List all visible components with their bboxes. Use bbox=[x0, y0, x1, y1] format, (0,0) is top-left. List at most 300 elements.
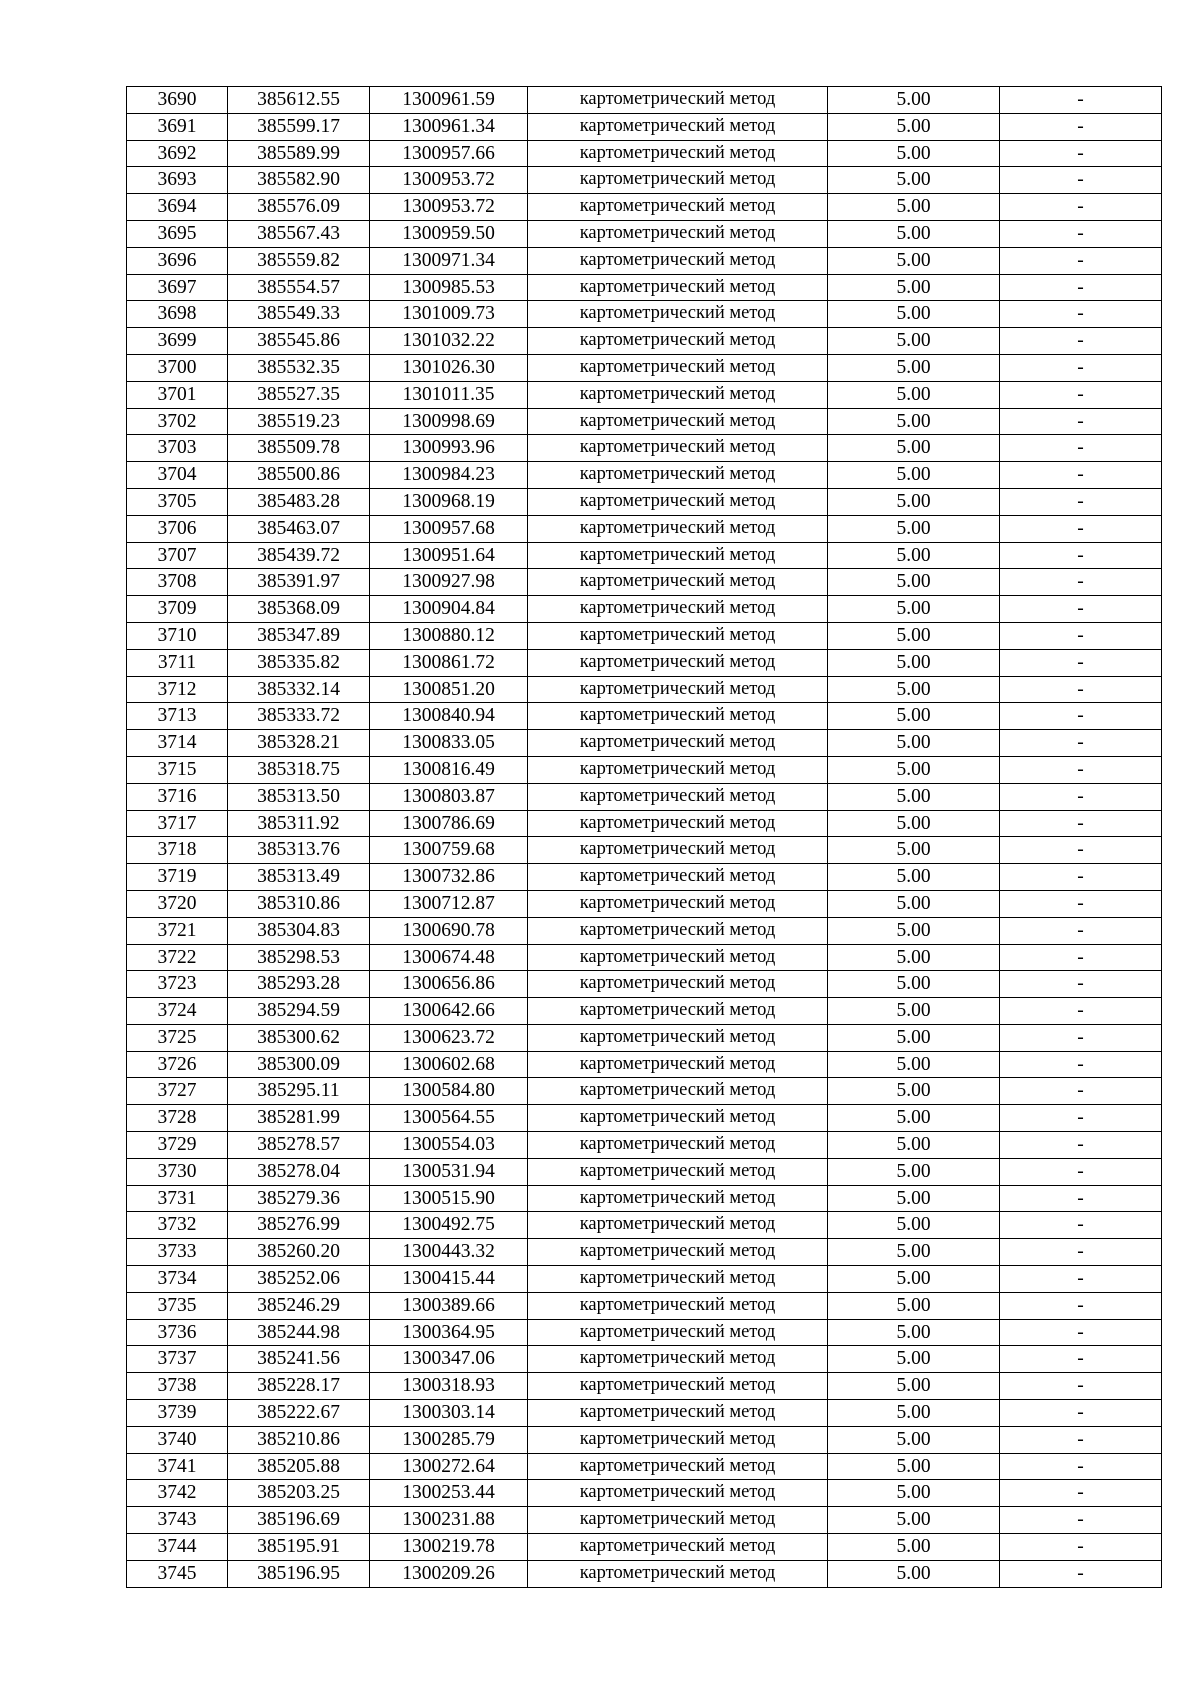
accuracy-cell: 5.00 bbox=[828, 1319, 1000, 1346]
method-cell: картометрический метод bbox=[528, 1346, 828, 1373]
point-number-cell: 3745 bbox=[127, 1560, 228, 1587]
accuracy-cell: 5.00 bbox=[828, 730, 1000, 757]
accuracy-cell: 5.00 bbox=[828, 569, 1000, 596]
x-coordinate-cell: 385313.50 bbox=[228, 783, 370, 810]
y-coordinate-cell: 1300732.86 bbox=[370, 864, 528, 891]
method-cell: картометрический метод bbox=[528, 1266, 828, 1293]
point-number-cell: 3705 bbox=[127, 488, 228, 515]
point-number-cell: 3698 bbox=[127, 301, 228, 328]
x-coordinate-cell: 385246.29 bbox=[228, 1292, 370, 1319]
point-number-cell: 3697 bbox=[127, 274, 228, 301]
accuracy-cell: 5.00 bbox=[828, 462, 1000, 489]
x-coordinate-cell: 385463.07 bbox=[228, 515, 370, 542]
accuracy-cell: 5.00 bbox=[828, 274, 1000, 301]
x-coordinate-cell: 385509.78 bbox=[228, 435, 370, 462]
table-row bbox=[127, 301, 1162, 328]
method-cell: картометрический метод bbox=[528, 247, 828, 274]
description-cell: - bbox=[1000, 328, 1162, 355]
y-coordinate-cell: 1300642.66 bbox=[370, 998, 528, 1025]
table-row bbox=[127, 1560, 1162, 1587]
description-cell: - bbox=[1000, 569, 1162, 596]
point-number-cell: 3708 bbox=[127, 569, 228, 596]
accuracy-cell: 5.00 bbox=[828, 1024, 1000, 1051]
accuracy-cell: 5.00 bbox=[828, 1373, 1000, 1400]
method-cell: картометрический метод bbox=[528, 622, 828, 649]
accuracy-cell: 5.00 bbox=[828, 408, 1000, 435]
description-cell: - bbox=[1000, 730, 1162, 757]
accuracy-cell: 5.00 bbox=[828, 1400, 1000, 1427]
accuracy-cell: 5.00 bbox=[828, 1266, 1000, 1293]
method-cell: картометрический метод bbox=[528, 1560, 828, 1587]
accuracy-cell: 5.00 bbox=[828, 649, 1000, 676]
y-coordinate-cell: 1300998.69 bbox=[370, 408, 528, 435]
description-cell: - bbox=[1000, 596, 1162, 623]
x-coordinate-cell: 385483.28 bbox=[228, 488, 370, 515]
table-row bbox=[127, 354, 1162, 381]
x-coordinate-cell: 385612.55 bbox=[228, 87, 370, 114]
method-cell: картометрический метод bbox=[528, 569, 828, 596]
x-coordinate-cell: 385298.53 bbox=[228, 944, 370, 971]
table-row bbox=[127, 864, 1162, 891]
method-cell: картометрический метод bbox=[528, 1051, 828, 1078]
x-coordinate-cell: 385281.99 bbox=[228, 1105, 370, 1132]
table-row bbox=[127, 1132, 1162, 1159]
table-row bbox=[127, 1534, 1162, 1561]
y-coordinate-cell: 1300231.88 bbox=[370, 1507, 528, 1534]
accuracy-cell: 5.00 bbox=[828, 703, 1000, 730]
method-cell: картометрический метод bbox=[528, 435, 828, 462]
point-number-cell: 3729 bbox=[127, 1132, 228, 1159]
description-cell: - bbox=[1000, 944, 1162, 971]
x-coordinate-cell: 385347.89 bbox=[228, 622, 370, 649]
method-cell: картометрический метод bbox=[528, 649, 828, 676]
description-cell: - bbox=[1000, 917, 1162, 944]
description-cell: - bbox=[1000, 1560, 1162, 1587]
y-coordinate-cell: 1300816.49 bbox=[370, 756, 528, 783]
description-cell: - bbox=[1000, 1507, 1162, 1534]
description-cell: - bbox=[1000, 703, 1162, 730]
point-number-cell: 3693 bbox=[127, 167, 228, 194]
description-cell: - bbox=[1000, 783, 1162, 810]
point-number-cell: 3737 bbox=[127, 1346, 228, 1373]
table-row bbox=[127, 1185, 1162, 1212]
y-coordinate-cell: 1300492.75 bbox=[370, 1212, 528, 1239]
description-cell: - bbox=[1000, 435, 1162, 462]
table-row bbox=[127, 1158, 1162, 1185]
accuracy-cell: 5.00 bbox=[828, 515, 1000, 542]
method-cell: картометрический метод bbox=[528, 1373, 828, 1400]
method-cell: картометрический метод bbox=[528, 783, 828, 810]
y-coordinate-cell: 1300564.55 bbox=[370, 1105, 528, 1132]
x-coordinate-cell: 385559.82 bbox=[228, 247, 370, 274]
y-coordinate-cell: 1300443.32 bbox=[370, 1239, 528, 1266]
x-coordinate-cell: 385311.92 bbox=[228, 810, 370, 837]
accuracy-cell: 5.00 bbox=[828, 542, 1000, 569]
accuracy-cell: 5.00 bbox=[828, 1185, 1000, 1212]
table-row bbox=[127, 1239, 1162, 1266]
point-number-cell: 3731 bbox=[127, 1185, 228, 1212]
x-coordinate-cell: 385228.17 bbox=[228, 1373, 370, 1400]
description-cell: - bbox=[1000, 542, 1162, 569]
method-cell: картометрический метод bbox=[528, 515, 828, 542]
description-cell: - bbox=[1000, 1024, 1162, 1051]
table-row bbox=[127, 274, 1162, 301]
x-coordinate-cell: 385332.14 bbox=[228, 676, 370, 703]
description-cell: - bbox=[1000, 1105, 1162, 1132]
x-coordinate-cell: 385582.90 bbox=[228, 167, 370, 194]
accuracy-cell: 5.00 bbox=[828, 622, 1000, 649]
method-cell: картометрический метод bbox=[528, 220, 828, 247]
point-number-cell: 3716 bbox=[127, 783, 228, 810]
accuracy-cell: 5.00 bbox=[828, 247, 1000, 274]
y-coordinate-cell: 1300712.87 bbox=[370, 890, 528, 917]
description-cell: - bbox=[1000, 220, 1162, 247]
point-number-cell: 3732 bbox=[127, 1212, 228, 1239]
y-coordinate-cell: 1300209.26 bbox=[370, 1560, 528, 1587]
table-row bbox=[127, 756, 1162, 783]
table-row bbox=[127, 1373, 1162, 1400]
y-coordinate-cell: 1300272.64 bbox=[370, 1453, 528, 1480]
table-row bbox=[127, 730, 1162, 757]
method-cell: картометрический метод bbox=[528, 596, 828, 623]
x-coordinate-cell: 385310.86 bbox=[228, 890, 370, 917]
method-cell: картометрический метод bbox=[528, 1507, 828, 1534]
y-coordinate-cell: 1300389.66 bbox=[370, 1292, 528, 1319]
description-cell: - bbox=[1000, 1292, 1162, 1319]
table-row bbox=[127, 1480, 1162, 1507]
method-cell: картометрический метод bbox=[528, 140, 828, 167]
y-coordinate-cell: 1300880.12 bbox=[370, 622, 528, 649]
x-coordinate-cell: 385304.83 bbox=[228, 917, 370, 944]
method-cell: картометрический метод bbox=[528, 1480, 828, 1507]
y-coordinate-cell: 1301032.22 bbox=[370, 328, 528, 355]
point-number-cell: 3713 bbox=[127, 703, 228, 730]
accuracy-cell: 5.00 bbox=[828, 944, 1000, 971]
y-coordinate-cell: 1300904.84 bbox=[370, 596, 528, 623]
table-row bbox=[127, 1266, 1162, 1293]
description-cell: - bbox=[1000, 167, 1162, 194]
description-cell: - bbox=[1000, 113, 1162, 140]
x-coordinate-cell: 385195.91 bbox=[228, 1534, 370, 1561]
x-coordinate-cell: 385279.36 bbox=[228, 1185, 370, 1212]
table-row bbox=[127, 1400, 1162, 1427]
table-row bbox=[127, 676, 1162, 703]
accuracy-cell: 5.00 bbox=[828, 1078, 1000, 1105]
method-cell: картометрический метод bbox=[528, 730, 828, 757]
x-coordinate-cell: 385295.11 bbox=[228, 1078, 370, 1105]
accuracy-cell: 5.00 bbox=[828, 676, 1000, 703]
accuracy-cell: 5.00 bbox=[828, 1507, 1000, 1534]
method-cell: картометрический метод bbox=[528, 756, 828, 783]
accuracy-cell: 5.00 bbox=[828, 301, 1000, 328]
y-coordinate-cell: 1300961.59 bbox=[370, 87, 528, 114]
point-number-cell: 3714 bbox=[127, 730, 228, 757]
x-coordinate-cell: 385300.62 bbox=[228, 1024, 370, 1051]
table-row bbox=[127, 381, 1162, 408]
y-coordinate-cell: 1300584.80 bbox=[370, 1078, 528, 1105]
point-number-cell: 3741 bbox=[127, 1453, 228, 1480]
point-number-cell: 3735 bbox=[127, 1292, 228, 1319]
table-row bbox=[127, 998, 1162, 1025]
description-cell: - bbox=[1000, 140, 1162, 167]
x-coordinate-cell: 385500.86 bbox=[228, 462, 370, 489]
y-coordinate-cell: 1300953.72 bbox=[370, 194, 528, 221]
y-coordinate-cell: 1300602.68 bbox=[370, 1051, 528, 1078]
method-cell: картометрический метод bbox=[528, 1319, 828, 1346]
y-coordinate-cell: 1300993.96 bbox=[370, 435, 528, 462]
accuracy-cell: 5.00 bbox=[828, 756, 1000, 783]
table-row bbox=[127, 890, 1162, 917]
x-coordinate-cell: 385313.49 bbox=[228, 864, 370, 891]
method-cell: картометрический метод bbox=[528, 167, 828, 194]
y-coordinate-cell: 1300690.78 bbox=[370, 917, 528, 944]
point-number-cell: 3695 bbox=[127, 220, 228, 247]
method-cell: картометрический метод bbox=[528, 1158, 828, 1185]
table-row bbox=[127, 1078, 1162, 1105]
method-cell: картометрический метод bbox=[528, 837, 828, 864]
point-number-cell: 3690 bbox=[127, 87, 228, 114]
y-coordinate-cell: 1300623.72 bbox=[370, 1024, 528, 1051]
y-coordinate-cell: 1300656.86 bbox=[370, 971, 528, 998]
accuracy-cell: 5.00 bbox=[828, 167, 1000, 194]
x-coordinate-cell: 385300.09 bbox=[228, 1051, 370, 1078]
y-coordinate-cell: 1300415.44 bbox=[370, 1266, 528, 1293]
table-row bbox=[127, 917, 1162, 944]
method-cell: картометрический метод bbox=[528, 1292, 828, 1319]
y-coordinate-cell: 1300985.53 bbox=[370, 274, 528, 301]
point-number-cell: 3711 bbox=[127, 649, 228, 676]
y-coordinate-cell: 1300971.34 bbox=[370, 247, 528, 274]
table-row bbox=[127, 194, 1162, 221]
method-cell: картометрический метод bbox=[528, 917, 828, 944]
method-cell: картометрический метод bbox=[528, 1400, 828, 1427]
accuracy-cell: 5.00 bbox=[828, 783, 1000, 810]
point-number-cell: 3726 bbox=[127, 1051, 228, 1078]
y-coordinate-cell: 1300554.03 bbox=[370, 1132, 528, 1159]
point-number-cell: 3736 bbox=[127, 1319, 228, 1346]
method-cell: картометрический метод bbox=[528, 381, 828, 408]
y-coordinate-cell: 1300786.69 bbox=[370, 810, 528, 837]
description-cell: - bbox=[1000, 301, 1162, 328]
table-row bbox=[127, 1051, 1162, 1078]
accuracy-cell: 5.00 bbox=[828, 87, 1000, 114]
y-coordinate-cell: 1300318.93 bbox=[370, 1373, 528, 1400]
accuracy-cell: 5.00 bbox=[828, 1051, 1000, 1078]
description-cell: - bbox=[1000, 488, 1162, 515]
point-number-cell: 3699 bbox=[127, 328, 228, 355]
x-coordinate-cell: 385293.28 bbox=[228, 971, 370, 998]
method-cell: картометрический метод bbox=[528, 676, 828, 703]
table-row bbox=[127, 515, 1162, 542]
table-row bbox=[127, 113, 1162, 140]
point-number-cell: 3712 bbox=[127, 676, 228, 703]
point-number-cell: 3728 bbox=[127, 1105, 228, 1132]
y-coordinate-cell: 1300531.94 bbox=[370, 1158, 528, 1185]
table-row bbox=[127, 596, 1162, 623]
accuracy-cell: 5.00 bbox=[828, 1480, 1000, 1507]
y-coordinate-cell: 1300959.50 bbox=[370, 220, 528, 247]
point-number-cell: 3740 bbox=[127, 1426, 228, 1453]
description-cell: - bbox=[1000, 1158, 1162, 1185]
table-row bbox=[127, 542, 1162, 569]
method-cell: картометрический метод bbox=[528, 1024, 828, 1051]
y-coordinate-cell: 1300803.87 bbox=[370, 783, 528, 810]
x-coordinate-cell: 385391.97 bbox=[228, 569, 370, 596]
y-coordinate-cell: 1300347.06 bbox=[370, 1346, 528, 1373]
method-cell: картометрический метод bbox=[528, 542, 828, 569]
accuracy-cell: 5.00 bbox=[828, 1426, 1000, 1453]
y-coordinate-cell: 1300927.98 bbox=[370, 569, 528, 596]
x-coordinate-cell: 385333.72 bbox=[228, 703, 370, 730]
method-cell: картометрический метод bbox=[528, 1132, 828, 1159]
point-number-cell: 3743 bbox=[127, 1507, 228, 1534]
x-coordinate-cell: 385554.57 bbox=[228, 274, 370, 301]
table-row bbox=[127, 971, 1162, 998]
description-cell: - bbox=[1000, 1480, 1162, 1507]
description-cell: - bbox=[1000, 1266, 1162, 1293]
point-number-cell: 3727 bbox=[127, 1078, 228, 1105]
method-cell: картометрический метод bbox=[528, 1453, 828, 1480]
point-number-cell: 3738 bbox=[127, 1373, 228, 1400]
description-cell: - bbox=[1000, 864, 1162, 891]
description-cell: - bbox=[1000, 87, 1162, 114]
description-cell: - bbox=[1000, 1212, 1162, 1239]
description-cell: - bbox=[1000, 1346, 1162, 1373]
method-cell: картометрический метод bbox=[528, 462, 828, 489]
table-row bbox=[127, 220, 1162, 247]
method-cell: картометрический метод bbox=[528, 87, 828, 114]
accuracy-cell: 5.00 bbox=[828, 140, 1000, 167]
y-coordinate-cell: 1301011.35 bbox=[370, 381, 528, 408]
table-row bbox=[127, 462, 1162, 489]
point-number-cell: 3725 bbox=[127, 1024, 228, 1051]
y-coordinate-cell: 1300364.95 bbox=[370, 1319, 528, 1346]
method-cell: картометрический метод bbox=[528, 703, 828, 730]
table-row bbox=[127, 1426, 1162, 1453]
x-coordinate-cell: 385278.57 bbox=[228, 1132, 370, 1159]
accuracy-cell: 5.00 bbox=[828, 354, 1000, 381]
description-cell: - bbox=[1000, 676, 1162, 703]
y-coordinate-cell: 1300219.78 bbox=[370, 1534, 528, 1561]
y-coordinate-cell: 1300253.44 bbox=[370, 1480, 528, 1507]
y-coordinate-cell: 1300515.90 bbox=[370, 1185, 528, 1212]
y-coordinate-cell: 1300968.19 bbox=[370, 488, 528, 515]
description-cell: - bbox=[1000, 1319, 1162, 1346]
accuracy-cell: 5.00 bbox=[828, 998, 1000, 1025]
description-cell: - bbox=[1000, 998, 1162, 1025]
description-cell: - bbox=[1000, 274, 1162, 301]
method-cell: картометрический метод bbox=[528, 354, 828, 381]
coordinates-table bbox=[126, 86, 1162, 1588]
y-coordinate-cell: 1300957.66 bbox=[370, 140, 528, 167]
method-cell: картометрический метод bbox=[528, 810, 828, 837]
y-coordinate-cell: 1300840.94 bbox=[370, 703, 528, 730]
point-number-cell: 3709 bbox=[127, 596, 228, 623]
coordinates-table-body bbox=[127, 87, 1162, 1588]
description-cell: - bbox=[1000, 649, 1162, 676]
table-row bbox=[127, 944, 1162, 971]
accuracy-cell: 5.00 bbox=[828, 810, 1000, 837]
x-coordinate-cell: 385368.09 bbox=[228, 596, 370, 623]
x-coordinate-cell: 385313.76 bbox=[228, 837, 370, 864]
x-coordinate-cell: 385222.67 bbox=[228, 1400, 370, 1427]
point-number-cell: 3739 bbox=[127, 1400, 228, 1427]
method-cell: картометрический метод bbox=[528, 488, 828, 515]
y-coordinate-cell: 1300984.23 bbox=[370, 462, 528, 489]
description-cell: - bbox=[1000, 756, 1162, 783]
accuracy-cell: 5.00 bbox=[828, 328, 1000, 355]
point-number-cell: 3704 bbox=[127, 462, 228, 489]
description-cell: - bbox=[1000, 462, 1162, 489]
point-number-cell: 3742 bbox=[127, 1480, 228, 1507]
description-cell: - bbox=[1000, 381, 1162, 408]
method-cell: картометрический метод bbox=[528, 1239, 828, 1266]
table-row bbox=[127, 1105, 1162, 1132]
table-row bbox=[127, 1212, 1162, 1239]
point-number-cell: 3702 bbox=[127, 408, 228, 435]
table-row bbox=[127, 703, 1162, 730]
method-cell: картометрический метод bbox=[528, 1426, 828, 1453]
accuracy-cell: 5.00 bbox=[828, 194, 1000, 221]
point-number-cell: 3717 bbox=[127, 810, 228, 837]
accuracy-cell: 5.00 bbox=[828, 917, 1000, 944]
y-coordinate-cell: 1300957.68 bbox=[370, 515, 528, 542]
table-row bbox=[127, 622, 1162, 649]
accuracy-cell: 5.00 bbox=[828, 864, 1000, 891]
description-cell: - bbox=[1000, 837, 1162, 864]
accuracy-cell: 5.00 bbox=[828, 1158, 1000, 1185]
x-coordinate-cell: 385549.33 bbox=[228, 301, 370, 328]
y-coordinate-cell: 1300285.79 bbox=[370, 1426, 528, 1453]
table-row bbox=[127, 837, 1162, 864]
point-number-cell: 3720 bbox=[127, 890, 228, 917]
y-coordinate-cell: 1300961.34 bbox=[370, 113, 528, 140]
table-row bbox=[127, 1319, 1162, 1346]
description-cell: - bbox=[1000, 515, 1162, 542]
accuracy-cell: 5.00 bbox=[828, 1132, 1000, 1159]
point-number-cell: 3721 bbox=[127, 917, 228, 944]
table-row bbox=[127, 488, 1162, 515]
table-row bbox=[127, 1507, 1162, 1534]
x-coordinate-cell: 385210.86 bbox=[228, 1426, 370, 1453]
table-row bbox=[127, 810, 1162, 837]
point-number-cell: 3692 bbox=[127, 140, 228, 167]
accuracy-cell: 5.00 bbox=[828, 381, 1000, 408]
x-coordinate-cell: 385532.35 bbox=[228, 354, 370, 381]
y-coordinate-cell: 1300851.20 bbox=[370, 676, 528, 703]
point-number-cell: 3723 bbox=[127, 971, 228, 998]
method-cell: картометрический метод bbox=[528, 113, 828, 140]
x-coordinate-cell: 385318.75 bbox=[228, 756, 370, 783]
description-cell: - bbox=[1000, 1373, 1162, 1400]
method-cell: картометрический метод bbox=[528, 301, 828, 328]
x-coordinate-cell: 385439.72 bbox=[228, 542, 370, 569]
point-number-cell: 3724 bbox=[127, 998, 228, 1025]
point-number-cell: 3707 bbox=[127, 542, 228, 569]
point-number-cell: 3701 bbox=[127, 381, 228, 408]
x-coordinate-cell: 385576.09 bbox=[228, 194, 370, 221]
description-cell: - bbox=[1000, 971, 1162, 998]
table-row bbox=[127, 649, 1162, 676]
table-row bbox=[127, 1024, 1162, 1051]
description-cell: - bbox=[1000, 1078, 1162, 1105]
description-cell: - bbox=[1000, 1051, 1162, 1078]
description-cell: - bbox=[1000, 1132, 1162, 1159]
x-coordinate-cell: 385335.82 bbox=[228, 649, 370, 676]
method-cell: картометрический метод bbox=[528, 1185, 828, 1212]
description-cell: - bbox=[1000, 1400, 1162, 1427]
method-cell: картометрический метод bbox=[528, 864, 828, 891]
